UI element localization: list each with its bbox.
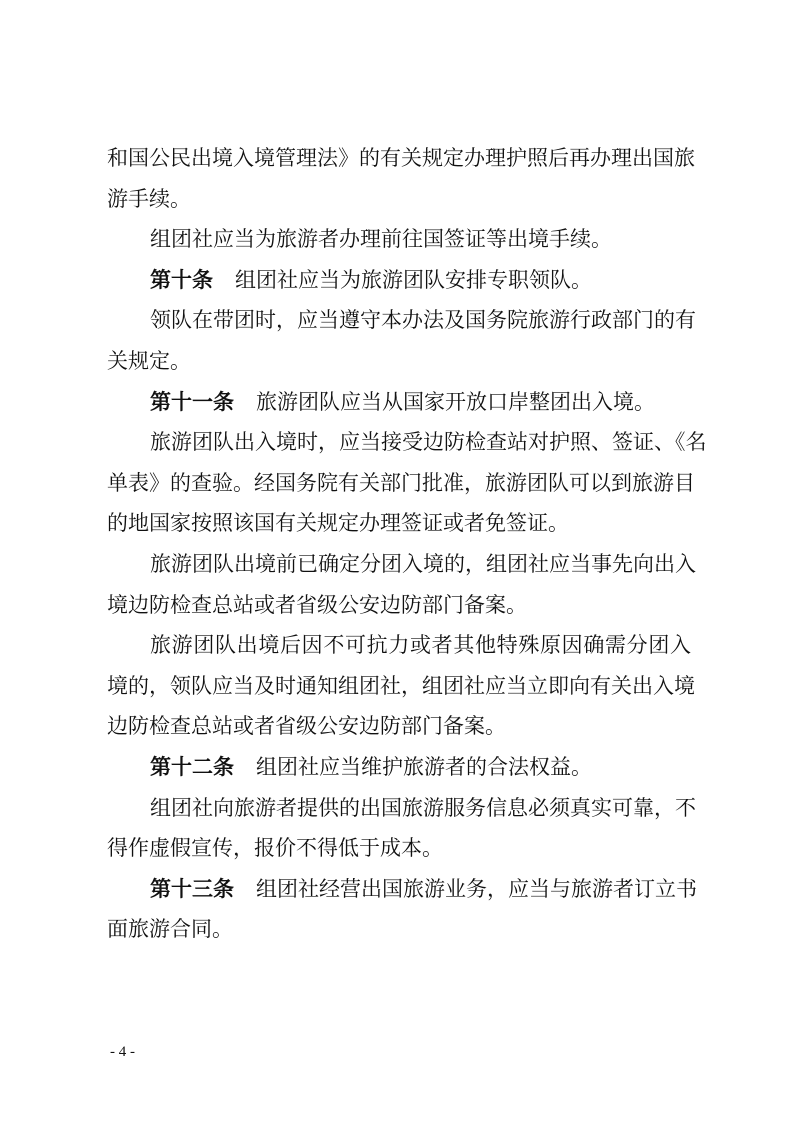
text-line (107, 793, 696, 834)
line-text: 得作虚假宣传，报价不得低于成本。 (107, 836, 443, 861)
article-number: 第十一条 (150, 389, 234, 414)
line-text: 旅游团队出境后因不可抗力或者其他特殊原因确需分团入 (150, 633, 691, 658)
text-line (107, 833, 691, 874)
line-text: 组团社应当为旅游者办理前往国签证等出境手续。 (150, 227, 612, 252)
page-number: - 4 - (110, 1044, 135, 1060)
text-line (107, 874, 697, 915)
article-number: 第十三条 (150, 876, 234, 901)
text-line (107, 143, 695, 184)
text-line (107, 224, 691, 265)
line-text: 和国公民出境入境管理法》的有关规定办理护照后再办理出国旅 (107, 146, 695, 170)
line-text: 关规定。 (107, 348, 191, 373)
line-text: 旅游团队应当从国家开放口岸整团出入境。 (256, 389, 655, 414)
line-text: 组团社经营出国旅游业务，应当与旅游者订立书 (256, 876, 697, 901)
text-line (107, 590, 691, 631)
text-line (107, 346, 691, 387)
line-text: 旅游团队出境前已确定分团入境的，组团社应当事先向出入 (150, 551, 696, 576)
article-number: 第十条 (150, 267, 213, 292)
text-line (107, 711, 691, 752)
line-text: 组团社向旅游者提供的出国旅游服务信息必须真实可靠，不 (150, 795, 696, 820)
text-line (107, 305, 696, 346)
line-text: 边防检查总站或者省级公安边防部门备案。 (107, 714, 506, 739)
line-text: 面旅游合同。 (107, 917, 233, 942)
article-number: 第十二条 (150, 754, 234, 779)
text-line (107, 508, 691, 549)
line-text: 的地国家按照该国有关规定办理签证或者免签证。 (107, 511, 569, 536)
text-line (107, 184, 691, 225)
text-line (107, 549, 696, 590)
line-text: 单表》的查验。经国务院有关部门批准，旅游团队可以到旅游目 (107, 470, 695, 495)
line-text: 领队在带团时，应当遵守本办法及国务院旅游行政部门的有 (150, 308, 696, 333)
text-line (107, 427, 707, 468)
text-line (107, 387, 691, 428)
line-text: 境的，领队应当及时通知组团社，组团社应当立即向有关出入境 (107, 673, 695, 698)
line-text: 旅游团队出入境时，应当接受边防检查站对护照、签证、《名 (150, 430, 707, 455)
line-text: 组团社应当维护旅游者的合法权益。 (256, 754, 592, 779)
line-text: 组团社应当为旅游团队安排专职领队。 (235, 267, 592, 292)
line-text: 境边防检查总站或者省级公安边防部门备案。 (107, 592, 527, 617)
line-text: 游手续。 (107, 186, 191, 211)
text-line (107, 752, 691, 793)
text-line (107, 914, 691, 955)
text-line (107, 265, 691, 306)
text-line (107, 468, 695, 509)
text-line (107, 671, 695, 712)
text-line (107, 630, 691, 671)
document-body (107, 143, 707, 955)
